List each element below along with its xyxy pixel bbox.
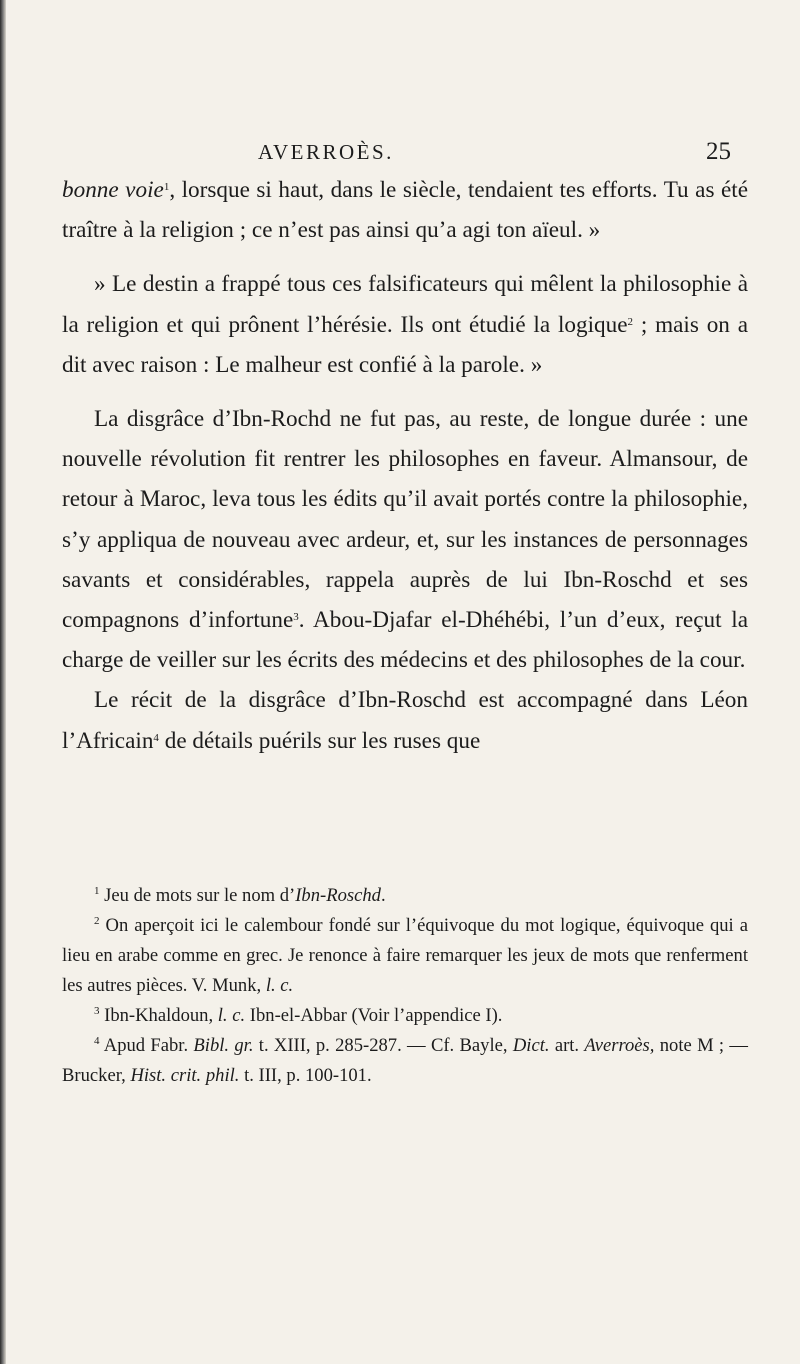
- italic-phrase: bonne voie: [62, 177, 164, 203]
- footnote-italic: Averroès,: [584, 1035, 655, 1056]
- footnotes: [62, 881, 748, 1091]
- paragraph-text: La disgrâce d’Ibn-Rochd ne fut pas, au reste, de longue durée : une nouvelle révolution fit rentrer les philosophes en faveur. Almansour, de retour à Maroc, leva tous les édits qu’il avait portés contre la philosophie, s’y appliqua de nouveau avec ardeur, et, sur les instances de personnages savants et considérables, rappela auprès de lui Ibn-Roschd et ses compagnons d’infortune: [62, 406, 748, 634]
- paragraph-3: [62, 399, 748, 680]
- footnote-italic: l. c.: [265, 975, 294, 996]
- footnote-ref-2: 2: [627, 315, 634, 328]
- footnote-marker: 2: [94, 915, 100, 927]
- footnote-3: [62, 1001, 748, 1031]
- footnote-italic: Ibn-Roschd: [295, 885, 381, 906]
- footnote-italic: Bibl. gr.: [193, 1035, 254, 1056]
- footnote-text: t. III, p. 100-101.: [239, 1065, 372, 1086]
- footnote-marker: 4: [94, 1035, 100, 1047]
- footnote-1: [62, 881, 748, 911]
- paragraph-text: ; mais on a dit avec raison : Le malheur est confié à la parole. »: [62, 311, 748, 378]
- footnote-ref-3: 3: [293, 611, 299, 624]
- footnote-text: .: [380, 885, 386, 906]
- footnote-text: Ibn-el-Abbar (Voir l’appendice I).: [245, 1005, 503, 1026]
- paragraph-4: [62, 680, 748, 760]
- footnote-text: Ibn-Khaldoun,: [99, 1005, 218, 1026]
- footnote-marker: 3: [94, 1005, 100, 1017]
- paragraph-2: [62, 264, 748, 385]
- footnote-text: art.: [549, 1035, 585, 1056]
- paragraph-text: de détails puérils sur les ruses que: [158, 727, 481, 754]
- footnote-text: On aperçoit ici le calembour fondé sur l’équivoque du mot logique, équivoque qui a lieu en arabe comme en grec. Je renonce à faire remarquer les jeux de mots que renferment les autres pièces. V. Munk,: [62, 915, 748, 996]
- footnote-text: Apud Fabr.: [99, 1035, 194, 1056]
- footnote-marker: 1: [94, 885, 100, 897]
- footnote-ref-4: 4: [153, 731, 159, 744]
- running-title: AVERROÈS.: [258, 140, 394, 164]
- footnote-2: [62, 911, 748, 1001]
- page-number: 25: [706, 138, 731, 165]
- footnote-italic: l. c.: [217, 1005, 246, 1026]
- paragraph-text: , lorsque si haut, dans le siècle, tendaient tes efforts. Tu as été traître à la religion ; ce n’est pas ainsi qu’a agi ton aïeul. »: [62, 177, 748, 244]
- paragraph-text: » Le destin a frappé tous ces falsificateurs qui mêlent la philosophie à la religion et qui prônent l’hérésie. Ils ont étudié la logique: [62, 271, 748, 338]
- body-text: [62, 170, 748, 761]
- footnote-italic: Hist. crit. phil.: [130, 1065, 240, 1086]
- paragraph-text: Le récit de la disgrâce d’Ibn-Roschd est accompagné dans Léon l’Africain: [62, 687, 748, 754]
- footnote-ref-1: 1: [163, 181, 170, 193]
- paragraph-1: [62, 170, 748, 250]
- footnote-text: note M ; — Brucker,: [62, 1035, 748, 1086]
- paragraph-text: . Abou-Djafar el-Dhéhébi, l’un d’eux, reçut la charge de veiller sur les écrits des médecins et des philosophes de la cour.: [62, 607, 749, 674]
- footnote-italic: Dict.: [512, 1035, 550, 1056]
- footnote-text: t. XIII, p. 285-287. — Cf. Bayle,: [253, 1035, 513, 1056]
- footnote-4: [62, 1031, 748, 1091]
- footnote-text: Jeu de mots sur le nom d’: [99, 885, 296, 906]
